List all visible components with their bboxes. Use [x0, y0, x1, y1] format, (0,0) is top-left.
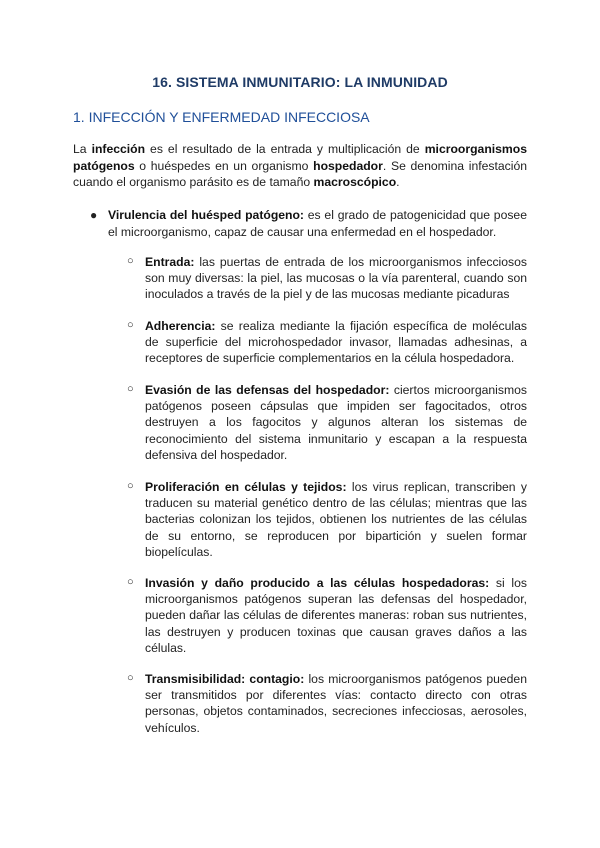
bullet-marker: ●	[90, 208, 98, 222]
subitem-marker: ○	[127, 255, 134, 267]
subitem-term: Entrada:	[145, 255, 195, 269]
subitem-text: los microorganismos patógenos pueden ser transmitidos por diferentes vías: contacto directo con otras personas, objetos contaminados, secreciones infecciosas, aerosoles, vehículos.	[145, 672, 527, 735]
subitem-text: si los microorganismos patógenos superan las defensas del hospedador, pueden dañar las células de diferentes maneras: roban sus nutrientes, las destruyen y producen toxinas que causan graves daños a las células.	[145, 576, 527, 655]
bullet-text: es el grado de patogenicidad que posee el microorganismo, capaz de causar una enfermedad en el hospedador.	[108, 208, 527, 239]
page-title: 16. SISTEMA INMUNITARIO: LA INMUNIDAD	[152, 74, 448, 90]
subitem-adherencia	[127, 318, 527, 367]
intro-text: .	[396, 175, 400, 189]
intro-text: . Se denomina infestación cuando el organismo parásito es de tamaño	[73, 158, 527, 189]
subitem-marker: ○	[127, 480, 134, 492]
subitem-term: Evasión de las defensas del hospedador:	[145, 383, 390, 397]
bullet-term: Virulencia del huésped patógeno:	[108, 208, 304, 222]
subitem-text: las puertas de entrada de los microorganismos infecciosos son muy diversas: la piel, las mucosas o la vía parenteral, cuando son inoculados a través de la piel y de las mucosas mediante picaduras	[145, 255, 527, 302]
subitem-marker: ○	[127, 319, 134, 331]
intro-text: es el resultado de la entrada y multiplicación de	[145, 142, 425, 156]
subitem-marker: ○	[127, 672, 134, 684]
subitem-invasion	[127, 575, 527, 656]
subitem-transmisibilidad	[127, 671, 527, 736]
intro-text: o huéspedes en un organismo	[134, 158, 314, 173]
subitem-text: ciertos microorganismos patógenos poseen cápsulas que impiden ser fagocitados, otros destruyen a los fagocitos y algunos alteran los sistemas de reconocimiento del sistema inmunitario y escapan a la respuesta defensiva del hospedador.	[145, 383, 527, 462]
bullet-virulencia	[90, 207, 527, 240]
intro-bold-term: microorganismos patógenos	[73, 142, 527, 173]
subitem-proliferacion	[127, 479, 527, 560]
intro-text: La	[73, 142, 92, 156]
subitem-term: Adherencia:	[145, 319, 216, 333]
subitem-term: Proliferación en células y tejidos:	[145, 480, 347, 494]
subitem-marker: ○	[127, 383, 134, 395]
subitem-text: los virus replican, transcriben y traducen su material genético dentro de las células; mientras que las bacterias colonizan los tejidos, obtienen los nutrientes de las células de su entorno, se reproducen por bipartición y suelen formar biopelículas.	[145, 480, 527, 559]
intro-bold-term: infección	[91, 142, 146, 156]
intro-paragraph	[73, 141, 527, 191]
subitem-entrada	[127, 254, 527, 303]
subitem-evasion	[127, 382, 527, 463]
section-title: 1. INFECCIÓN Y ENFERMEDAD INFECCIOSA	[73, 109, 370, 125]
intro-bold-term: hospedador	[313, 158, 383, 173]
subitem-text: se realiza mediante la fijación específica de moléculas de superficie del microhospedador invasor, llamadas adhesinas, a receptores de superficie complementarios en la célula hospedadora.	[145, 319, 527, 366]
subitem-term: Transmisibilidad: contagio:	[145, 672, 305, 686]
subitem-term: Invasión y daño producido a las células hospedadoras:	[145, 576, 490, 590]
intro-bold-term: macroscópico	[313, 175, 397, 189]
subitem-marker: ○	[127, 576, 134, 588]
